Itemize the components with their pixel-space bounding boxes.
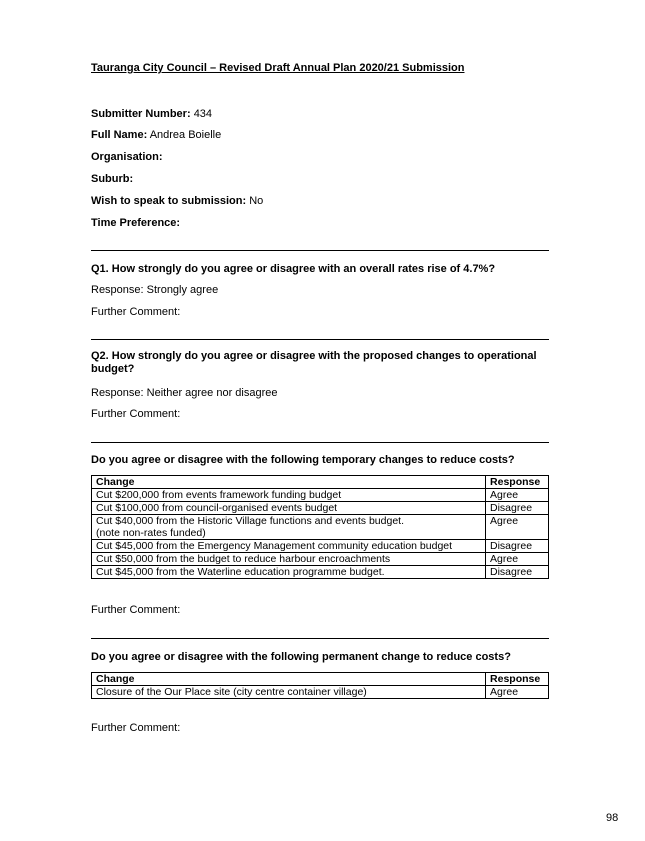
table-row xyxy=(92,566,549,579)
full-name-value: Andrea Boielle xyxy=(149,129,222,141)
change-cell: Cut $200,000 from events framework funding budget xyxy=(92,489,486,502)
response-cell: Agree xyxy=(486,489,549,502)
speak-field xyxy=(91,195,263,207)
change-text: Cut $40,000 from the Historic Village functions and events budget. xyxy=(96,515,404,527)
table-header-row xyxy=(92,673,549,686)
table-row xyxy=(92,489,549,502)
table-row xyxy=(92,515,549,540)
section-divider xyxy=(91,442,549,443)
full-name-field xyxy=(91,129,221,141)
q2-further-comment: Further Comment: xyxy=(91,408,181,420)
permanent-change-question: Do you agree or disagree with the following permanent change to reduce costs? xyxy=(91,651,511,663)
speak-value: No xyxy=(249,195,264,207)
temporary-further-comment: Further Comment: xyxy=(91,604,181,616)
header-response: Response xyxy=(486,476,549,489)
permanent-change-table xyxy=(91,672,549,699)
organisation-label: Organisation: xyxy=(91,151,163,163)
header-change: Change xyxy=(92,673,486,686)
temporary-changes-question: Do you agree or disagree with the following temporary changes to reduce costs? xyxy=(91,454,515,466)
suburb-label: Suburb: xyxy=(91,173,134,185)
q2-response: Response: Neither agree nor disagree xyxy=(91,387,278,399)
change-cell xyxy=(92,515,486,540)
response-cell: Agree xyxy=(486,686,549,699)
temporary-changes-table xyxy=(91,475,549,579)
q2-question: Q2. How strongly do you agree or disagree with the proposed changes to operational budget? xyxy=(91,350,537,375)
table-row xyxy=(92,686,549,699)
organisation-field xyxy=(91,151,163,163)
response-cell: Agree xyxy=(486,553,549,566)
table-row xyxy=(92,553,549,566)
speak-label: Wish to speak to submission: xyxy=(91,195,247,207)
section-divider xyxy=(91,339,549,340)
section-divider xyxy=(91,638,549,639)
header-response: Response xyxy=(486,673,549,686)
q1-further-comment: Further Comment: xyxy=(91,306,181,318)
change-cell: Closure of the Our Place site (city centre container village) xyxy=(92,686,486,699)
response-cell: Agree xyxy=(486,515,549,540)
time-preference-field xyxy=(91,217,180,229)
change-cell: Cut $100,000 from council-organised events budget xyxy=(92,502,486,515)
change-note: (note non-rates funded) xyxy=(96,527,206,539)
submitter-number-field xyxy=(91,108,212,120)
section-divider xyxy=(91,250,549,251)
q1-question: Q1. How strongly do you agree or disagree with an overall rates rise of 4.7%? xyxy=(91,263,496,275)
full-name-label: Full Name: xyxy=(91,129,148,141)
q1-response: Response: Strongly agree xyxy=(91,284,219,296)
change-cell: Cut $45,000 from the Emergency Management community education budget xyxy=(92,540,486,553)
table-row xyxy=(92,502,549,515)
header-change: Change xyxy=(92,476,486,489)
submitter-number-label: Submitter Number: xyxy=(91,108,191,120)
response-cell: Disagree xyxy=(486,566,549,579)
table-row xyxy=(92,540,549,553)
table-header-row xyxy=(92,476,549,489)
page-number: 98 xyxy=(606,812,619,824)
suburb-field xyxy=(91,173,133,185)
response-cell: Disagree xyxy=(486,502,549,515)
time-preference-label: Time Preference: xyxy=(91,217,181,229)
response-cell: Disagree xyxy=(486,540,549,553)
change-cell: Cut $50,000 from the budget to reduce harbour encroachments xyxy=(92,553,486,566)
change-cell: Cut $45,000 from the Waterline education programme budget. xyxy=(92,566,486,579)
permanent-further-comment: Further Comment: xyxy=(91,722,181,734)
document-title: Tauranga City Council – Revised Draft Annual Plan 2020/21 Submission xyxy=(91,62,465,74)
submitter-number-value: 434 xyxy=(193,108,213,120)
